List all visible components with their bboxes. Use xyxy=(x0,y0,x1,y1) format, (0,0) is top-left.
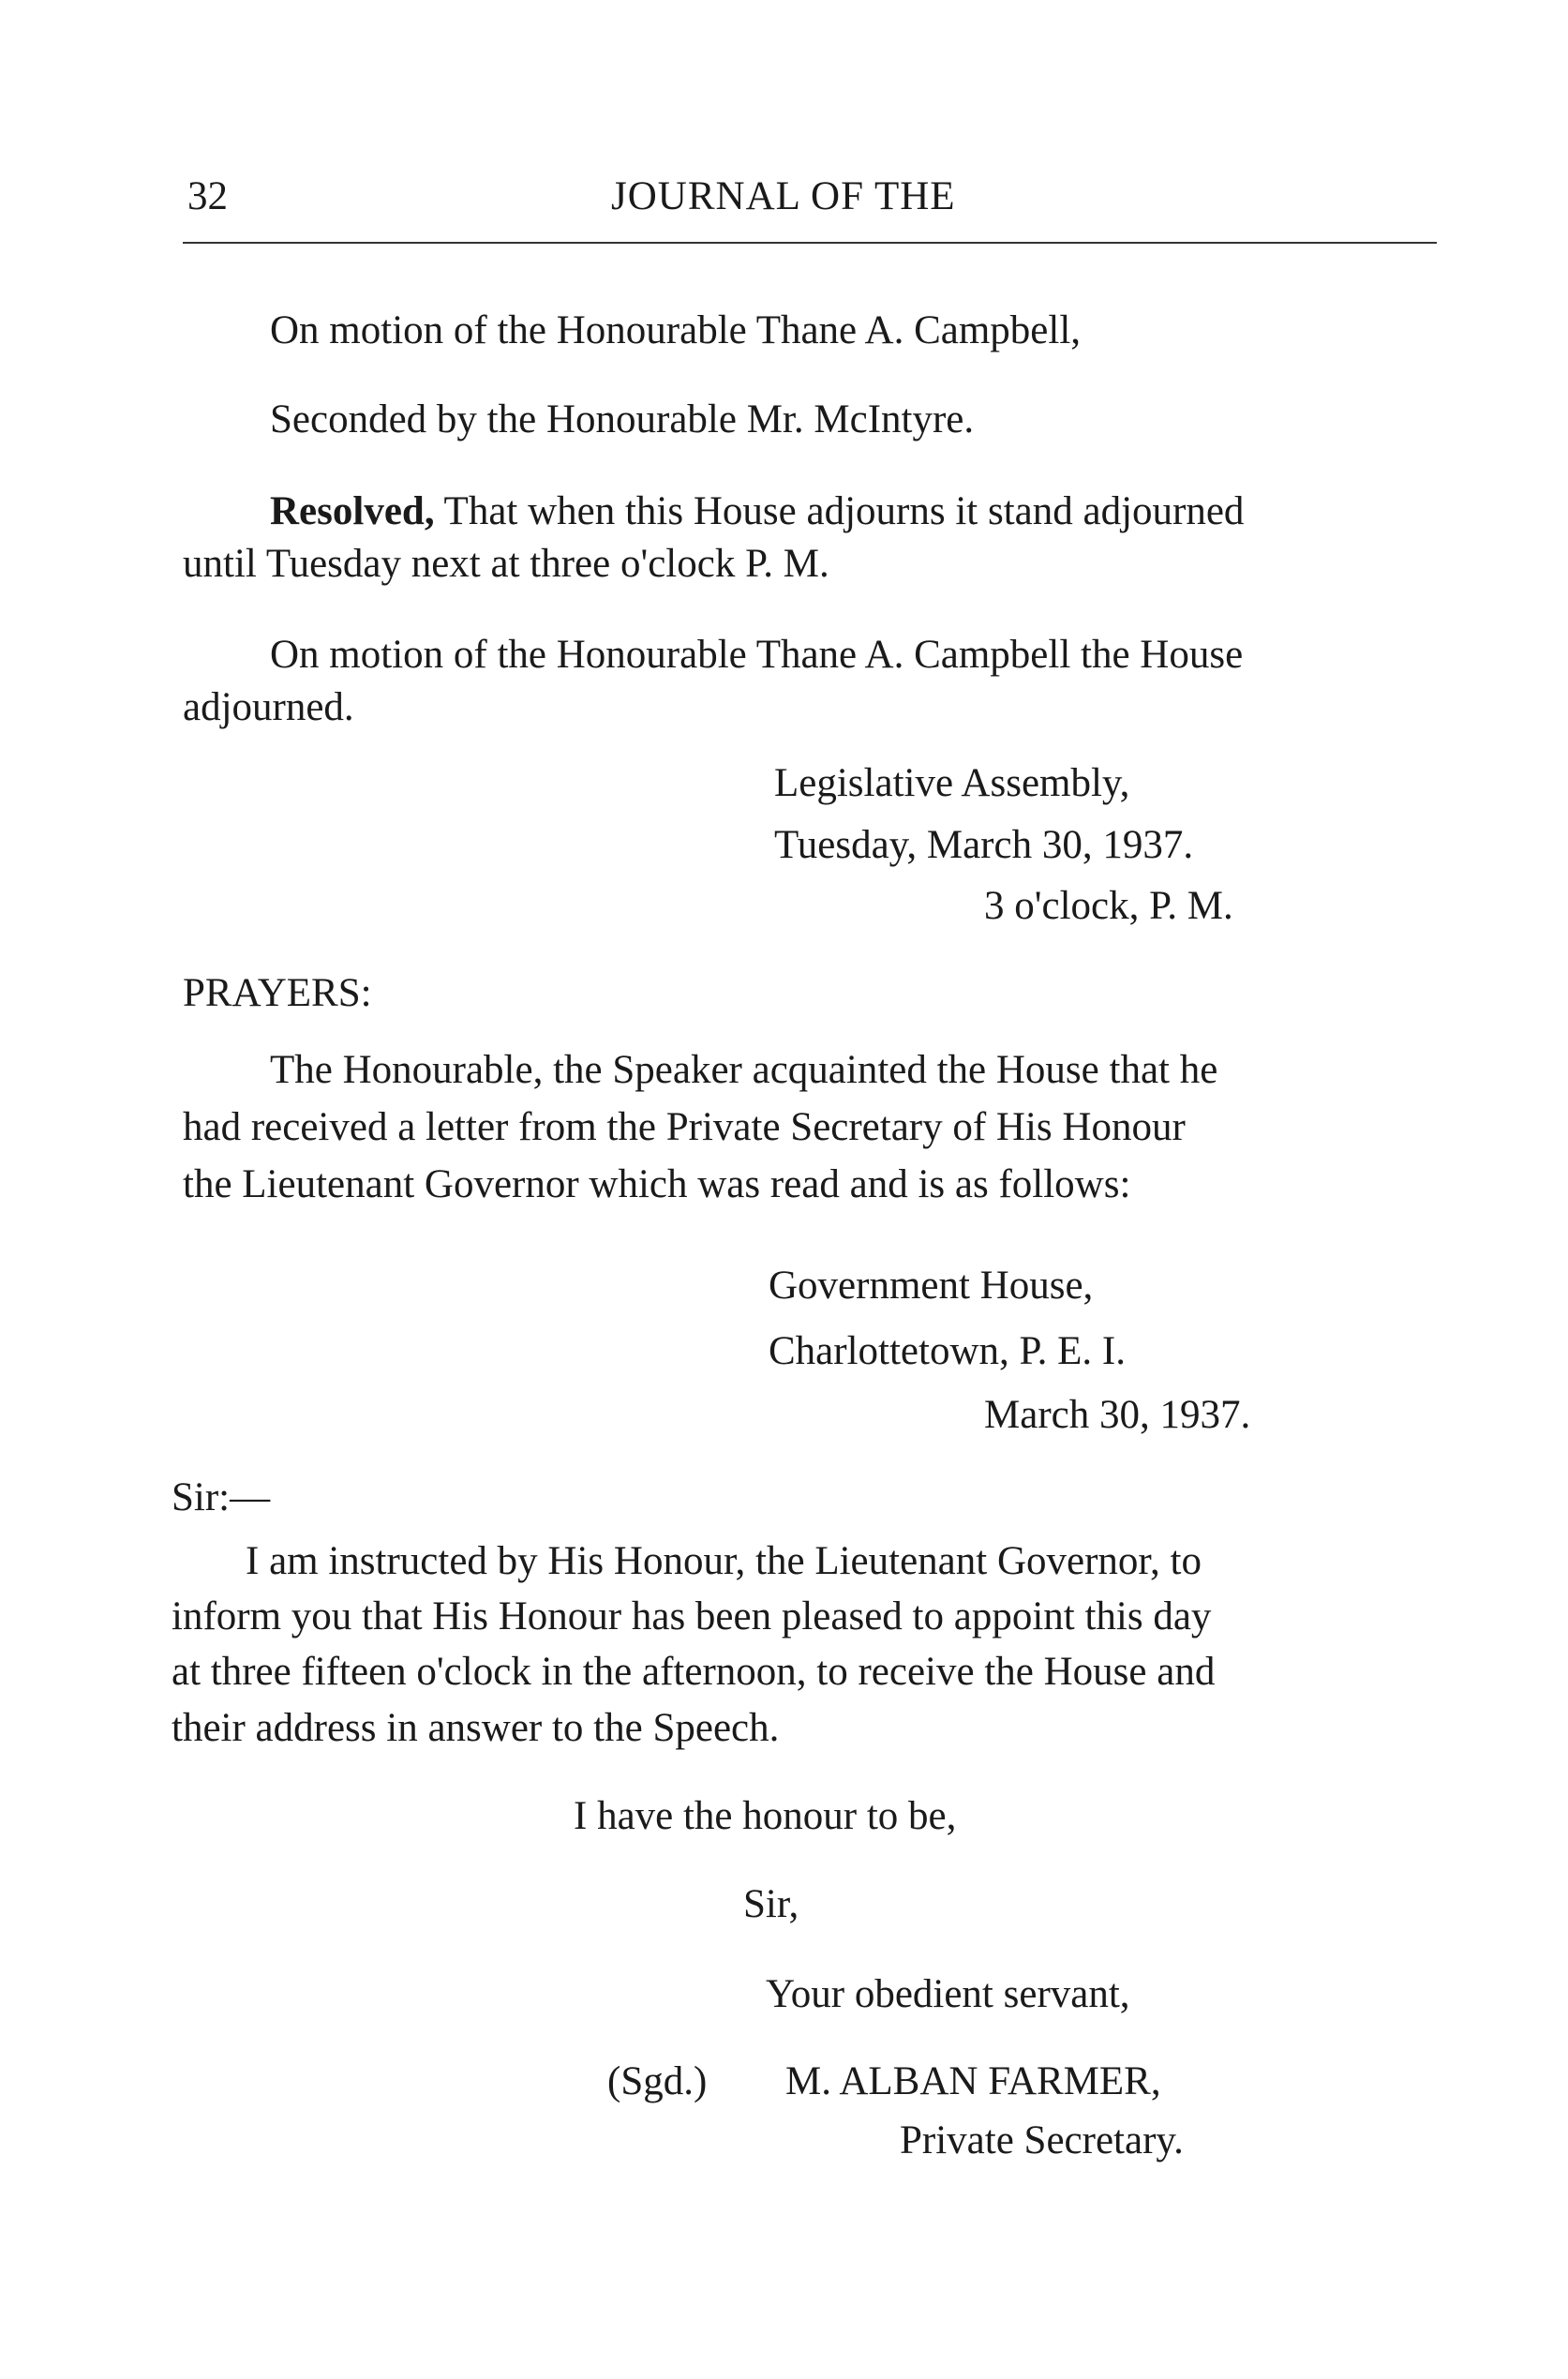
letter-closing-2: Sir, xyxy=(743,1882,799,1926)
letter-date: March 30, 1937. xyxy=(984,1393,1251,1437)
resolution-line-2: until Tuesday next at three o'clock P. M. xyxy=(183,542,829,586)
dateline-place: Legislative Assembly, xyxy=(774,761,1130,805)
prayers-heading: PRAYERS: xyxy=(183,971,372,1015)
speaker-line-2: had received a letter from the Private Secretary of His Honour xyxy=(183,1105,1186,1149)
letter-salutation: Sir:— xyxy=(172,1475,271,1519)
resolution-line-1 xyxy=(270,491,1244,531)
motion-1-line-2: Seconded by the Honourable Mr. McIntyre. xyxy=(270,397,975,441)
page-number: 32 xyxy=(187,174,228,218)
letter-sgd: (Sgd.) xyxy=(607,2059,708,2103)
speaker-line-1: The Honourable, the Speaker acquainted the House that he xyxy=(270,1048,1218,1092)
letter-signer: M. ALBAN FARMER, xyxy=(785,2059,1161,2103)
motion-1-line-1: On motion of the Honourable Thane A. Campbell, xyxy=(270,308,1082,352)
letter-address-1: Government House, xyxy=(769,1264,1094,1308)
letter-body-3: at three fifteen o'clock in the afternoon, to receive the House and xyxy=(172,1650,1216,1694)
dateline-time: 3 o'clock, P. M. xyxy=(984,884,1233,928)
letter-body-4: their address in answer to the Speech. xyxy=(172,1706,780,1750)
resolved-label: Resolved, xyxy=(270,489,435,533)
motion-2-line-2: adjourned. xyxy=(183,685,354,729)
dateline-date: Tuesday, March 30, 1937. xyxy=(774,823,1194,867)
running-head: JOURNAL OF THE xyxy=(611,174,956,218)
letter-signer-title: Private Secretary. xyxy=(900,2118,1184,2162)
resolution-text: That when this House adjourns it stand adjourned xyxy=(434,489,1245,533)
header-rule xyxy=(183,242,1437,244)
speaker-line-3: the Lieutenant Governor which was read and is as follows: xyxy=(183,1162,1131,1206)
letter-address-2: Charlottetown, P. E. I. xyxy=(769,1329,1126,1373)
letter-closing-1: I have the honour to be, xyxy=(574,1794,957,1838)
letter-body-1: I am instructed by His Honour, the Lieutenant Governor, to xyxy=(246,1539,1202,1583)
letter-body-2: inform you that His Honour has been pleased to appoint this day xyxy=(172,1594,1212,1638)
motion-2-line-1: On motion of the Honourable Thane A. Campbell the House xyxy=(270,633,1244,677)
letter-closing-3: Your obedient servant, xyxy=(766,1972,1130,2016)
